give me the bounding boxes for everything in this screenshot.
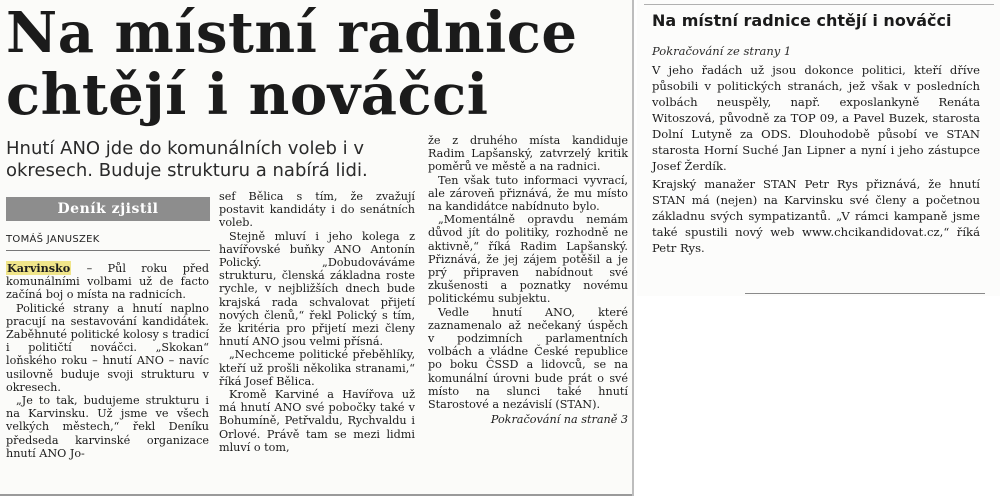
paragraph: Ten však tuto informaci vyvrací, ale zároveň přiznává, že mu místo na kandidátce nabídnuto bylo.: [428, 173, 628, 214]
paragraph: že z druhého místa kandiduje Radim Lapšanský, zatvrzelý kritik poměrů ve městě a na radnici.: [428, 134, 628, 174]
headline: Na místní radnice chtějí i nováčci: [6, 0, 578, 128]
lead-paragraph: [6, 262, 209, 302]
byline: TOMÁŠ JANUSZEK: [6, 234, 100, 245]
clipping-divider: [632, 0, 634, 496]
kicker-label: Deník zjistil: [6, 197, 210, 221]
article-column-2: [219, 190, 415, 454]
subheadline: Hnutí ANO jde do komunálních voleb i v okresech. Buduje strukturu a nabírá lidi.: [6, 138, 368, 181]
paragraph: „Nechceme politické přeběhlíky, kteří už prošli několika stranami,“ říká Josef Bělica.: [219, 348, 415, 388]
paragraph: V jeho řadách už jsou dokonce politici, kteří dříve působili v politických stranách, jež však v posledních volbách neuspěly, např. exposlankyně Renáta Witoszová, původně za TOP 09, a Pavel Buzek, starosta Dolní Lutyně za ODS. Dlouhodobě působí ve STAN starosta Horní Suché Jan Lipner a nyní i jeho zástupce Josef Žerdík.: [652, 63, 980, 173]
paragraph: Politické strany a hnutí naplno pracují na sestavování kandidátek. Zaběhnuté politické kolosy s tradicí i političtí nováčci. „Skokan“ loňského roku – hnutí ANO – navíc usilovně buduje svoji strukturu v okresech.: [6, 301, 209, 394]
paragraph: Vedle hnutí ANO, které zaznamenalo až nečekaný úspěch v podzimních parlamentních volbách a vládne České republice po boku ČSSD a lidovců, se na komunální úrovni bude prát o své místo na slunci také hnutí Starostové a nezávislí (STAN).: [428, 305, 628, 412]
continuation-headline: Na místní radnice chtějí i nováčci: [652, 11, 952, 30]
bottom-rule: [0, 494, 632, 496]
dateline: Karvinsko: [7, 261, 71, 275]
byline-rule: [6, 250, 210, 251]
article-column-3: [428, 134, 628, 426]
lead-text: – Půl roku před komunálními volbami už de facto začíná boj o místa na radnicích.: [6, 262, 209, 302]
paragraph: Kromě Karviné a Havířova už má hnutí ANO své pobočky také v Bohumíně, Petřvaldu, Rychvaldu i Orlové. Právě tam se mezi lidmi mluví o tom,: [219, 388, 415, 454]
paragraph: „Je to tak, budujeme strukturu i na Karvinsku. Už jsme ve všech velkých městech,“ řekl Deníku předseda karvinské organizace hnutí ANO Jo-: [6, 394, 209, 460]
continuation-column: [652, 62, 980, 258]
paragraph: Krajský manažer STAN Petr Rys přiznává, že hnutí STAN má (nejen) na Karvinsku své členy a početnou základnu svých sympatizantů. „V rámci kampaně jsme také spustili nový web www.chcikandidovat.cz,“ říká Petr Rys.: [652, 177, 980, 255]
article-column-1: [6, 262, 209, 460]
continued-on-note: Pokračování na straně 3: [490, 413, 628, 427]
paragraph: sef Bělica s tím, že zvažují postavit kandidáty i do senátních voleb.: [219, 190, 415, 230]
paragraph: Stejně mluví i jeho kolega z havířovské buňky ANO Antonín Polický. „Dobudováváme strukturu, členská základna roste rychle, v nejbližších dnech bude krajská rada schvalovat přijetí nových členů,“ řekl Polický s tím, že kritéria pro přijetí mezi členy hnutí ANO jsou velmi přísná.: [219, 229, 415, 349]
continued-from-note: Pokračování ze strany 1: [652, 44, 792, 58]
continuation-top-rule: [644, 4, 994, 5]
continuation-bottom-rule: [745, 293, 985, 294]
paragraph: „Momentálně opravdu nemám důvod jít do politiky, rozhodně ne aktivně,“ říká Radim Lapšanský. Přiznává, že jej zájem potěšil a je prý připraven nabídnout své zkušenosti a poznatky novému politickému subjektu.: [428, 213, 628, 306]
